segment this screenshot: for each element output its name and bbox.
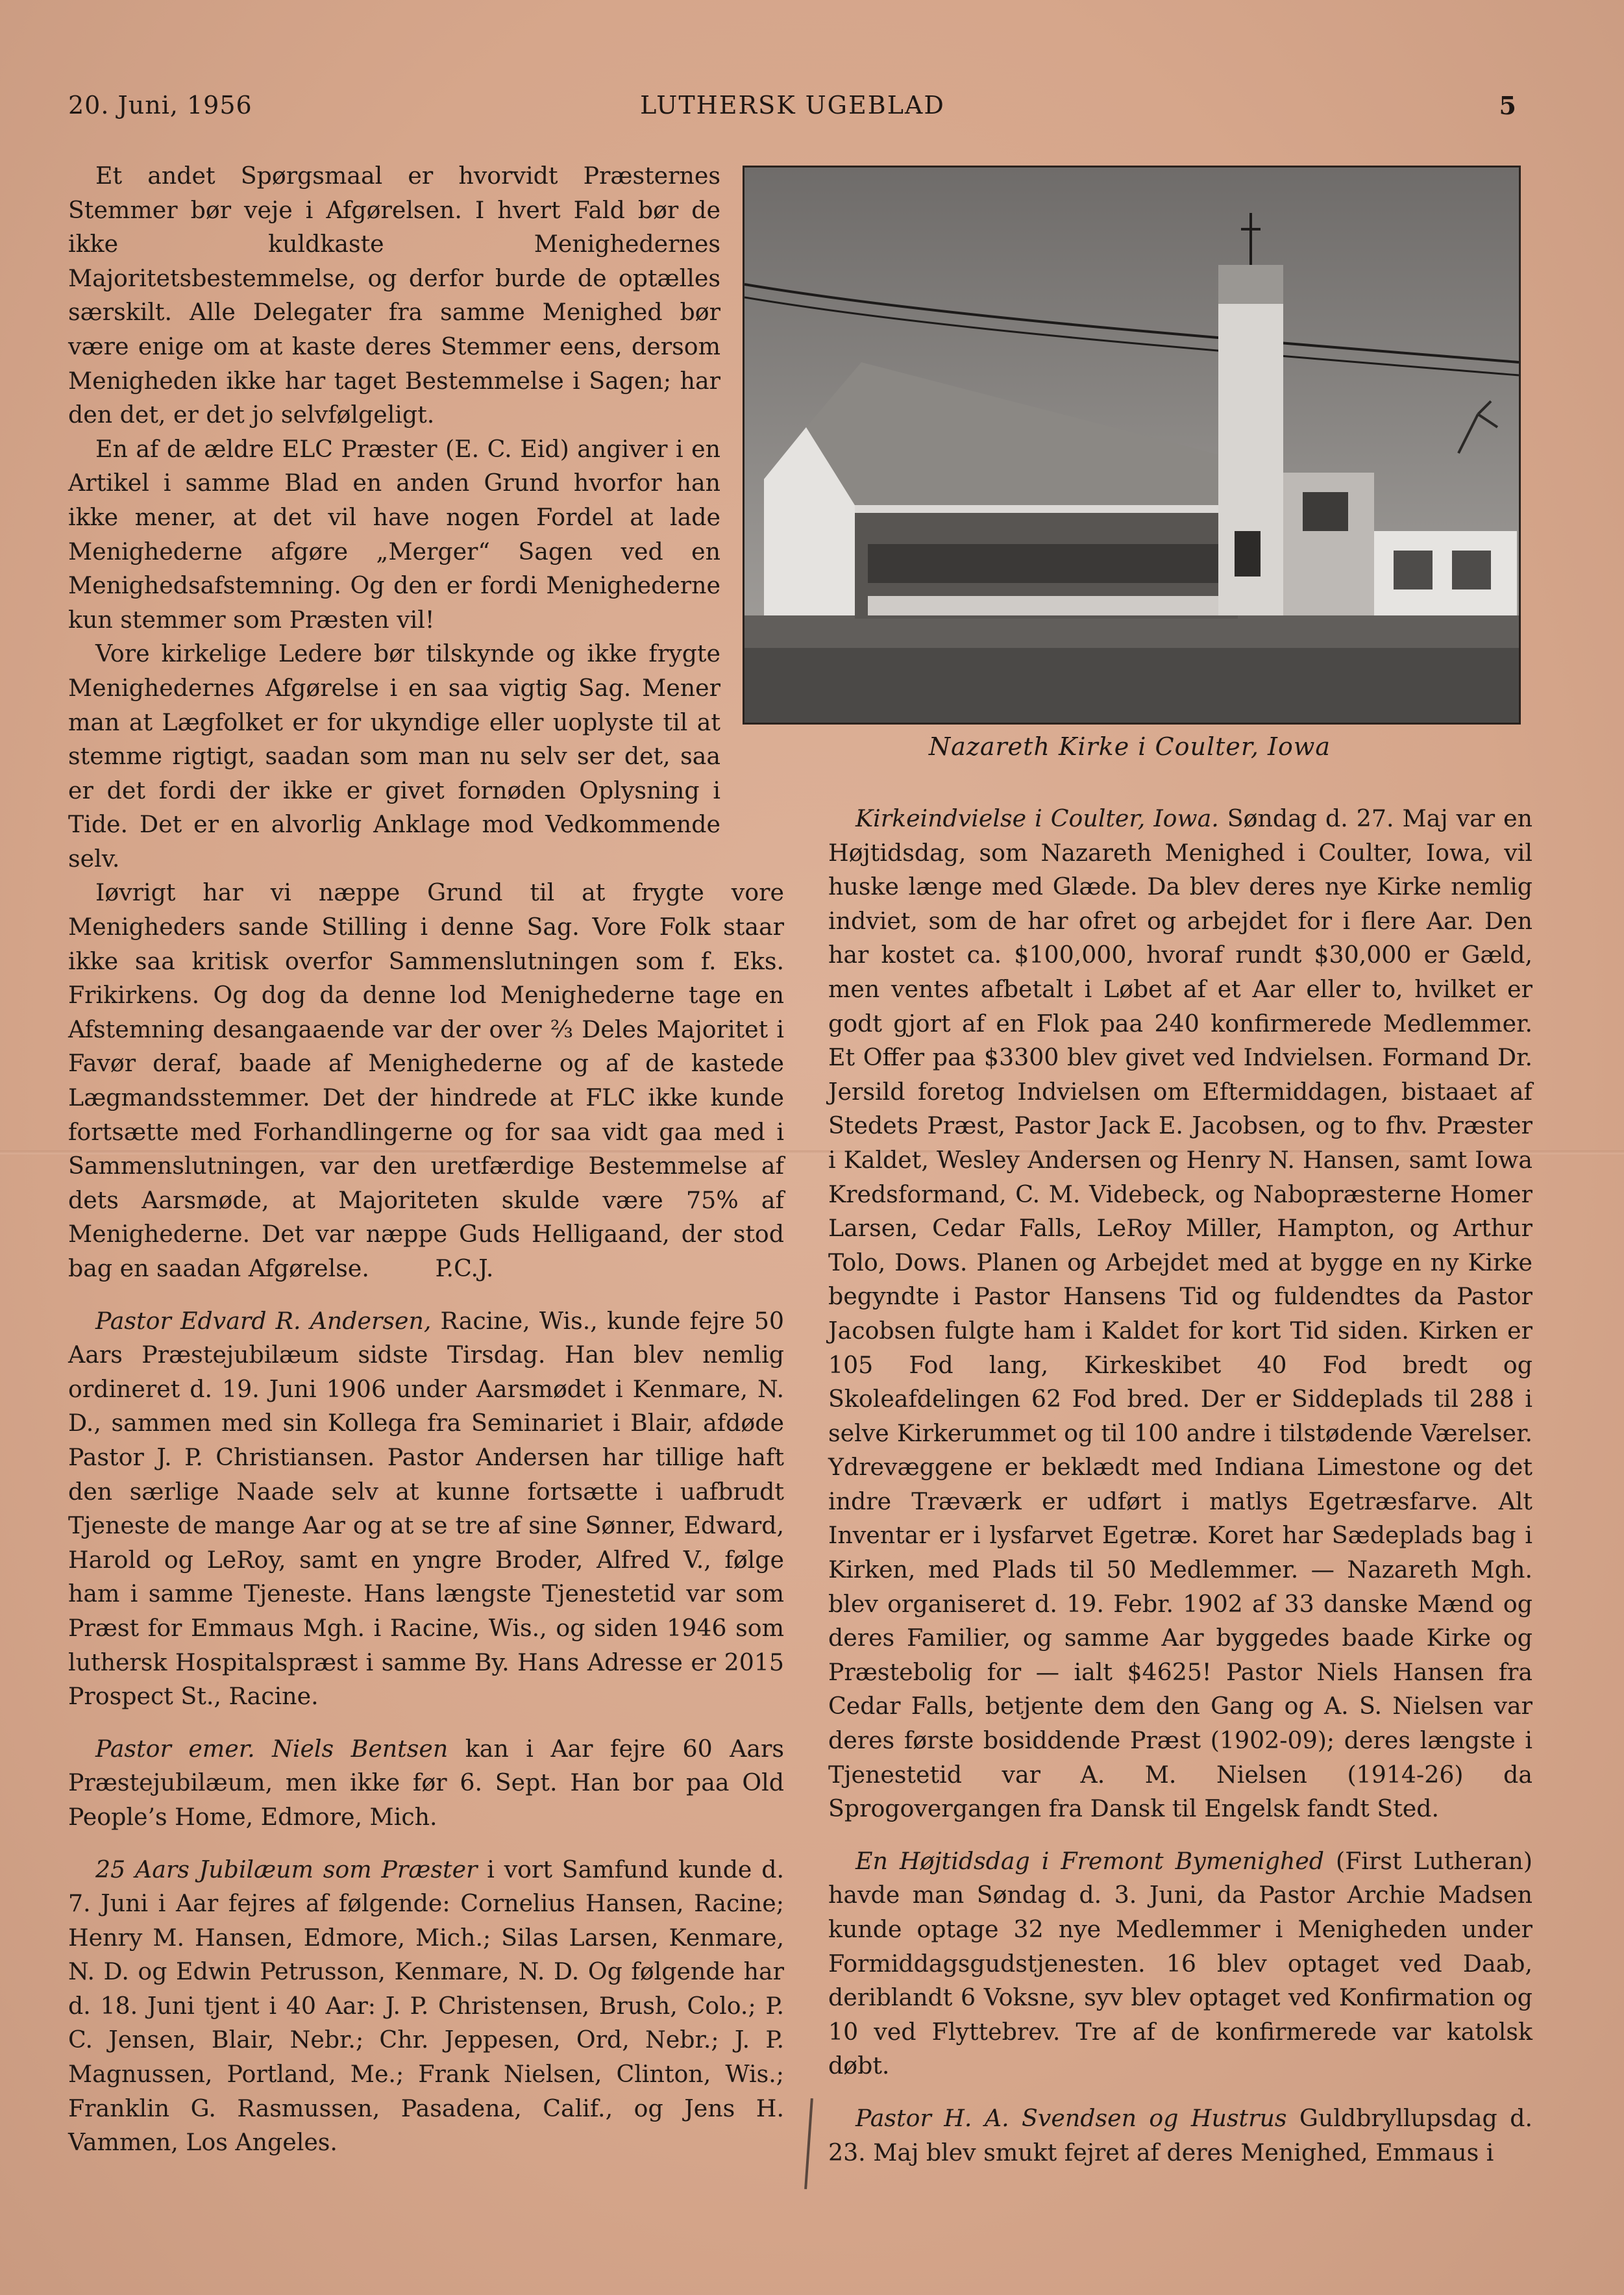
paragraph xyxy=(68,1304,784,1714)
left-column xyxy=(68,159,784,2160)
right-column xyxy=(828,802,1532,2170)
paragraph xyxy=(68,1853,784,2160)
signature: P.C.J. xyxy=(435,1254,494,1282)
church-illustration xyxy=(744,167,1519,723)
paragraph-text: (First Lutheran) havde man Søndag d. 3. Juni, da Pastor Archie Madsen kunde optage 32 nye Medlemmer i Menigheden under Formiddagsgudstjenesten. 16 blev optaget ved Daab, deriblandt 6 Voksne, syv blev optaget ved Konfirmation og 10 ved Flyttebrev. Tre af de konfirmerede var katolsk døbt. xyxy=(828,1846,1533,2080)
paragraph xyxy=(68,876,784,1285)
paragraph-text: i vort Samfund kunde d. 7. Juni i Aar fejres af følgende: Cornelius Hansen, Racine; Henry M. Hansen, Edmore, Mich.; Silas Larsen, Kenmare, N. D. og Edwin Petrusson, Kenmare, N. D. Og følgende har d. 18. Juni tjent i 40 Aar: J. P. Christensen, Brush, Colo.; P. C. Jensen, Blair, Nebr.; Chr. Jeppesen, Ord, Nebr.; J. P. Magnussen, Portland, Me.; Frank Nielsen, Clinton, Wis.; Franklin G. Rasmussen, Pasadena, Calif., og Jens H. Vammen, Los Angeles. xyxy=(68,1855,784,2157)
lead-italic: Pastor Edvard R. Andersen, xyxy=(95,1306,432,1335)
photo-caption: Nazareth Kirke i Coulter, Iowa xyxy=(928,732,1331,761)
page-number: 5 xyxy=(1499,91,1517,120)
paragraph: En af de ældre ELC Præster (E. C. Eid) angiver i en Artikel i samme Blad en anden Grund hvorfor han ikke mener, at det vil have nogen Fordel at lade Menighederne afgøre „Merger“ Sagen ved en Menighedsafstemning. Og den er fordi Menighederne kun stemmer som Præsten vil! xyxy=(68,434,720,634)
paragraph-text: kan i Aar fejre 60 Aars Præstejubilæum, men ikke før 6. Sept. Han bor paa Old People’s Home, Edmore, Mich. xyxy=(68,1734,784,1831)
lead-italic: Pastor H. A. Svendsen og Hustrus xyxy=(855,2103,1287,2132)
text-beside-photo xyxy=(68,159,720,876)
paragraph-text: Iøvrigt har vi næppe Grund til at frygte vore Menigheders sande Stilling i denne Sag. Vore Folk staar ikke saa kritisk overfor Sammenslutningen som f. Eks. Frikirkens. Og dog da denne lod Menighederne tage en Afstemning desangaaende var der over ⅔ Deles Majoritet i Favør deraf, baade af Menighederne og af de kastede Lægmandsstemmer. Det der hindrede at FLC ikke kunde fortsætte med Forhandlingerne og for saa vidt gaa med i Sammenslutningen, var den uretfærdige Bestemmelse af dets Aarsmøde, at Majoriteten skulde være 75% af Menighederne. Det var næppe Guds Helligaand, der stod bag en saadan Afgørelse. xyxy=(68,878,784,1282)
church-photo xyxy=(743,166,1521,725)
lead-italic: En Højtidsdag i Fremont Bymenighed xyxy=(855,1846,1325,1875)
paragraph xyxy=(828,2102,1532,2170)
paragraph-text: Guldbryllupsdag d. 23. Maj blev smukt fejret af deres Menighed, Emmaus i xyxy=(828,2103,1532,2166)
paragraph xyxy=(68,1732,784,1835)
paragraph: Et andet Spørgsmaal er hvorvidt Præsternes Stemmer bør veje i Afgørelsen. I hvert Fald bør de ikke kuldkaste Menighedernes Majoritetsbestemmelse, og derfor burde de optælles særskilt. Alle Delegater fra samme Menighed bør være enige om at kaste deres Stemmer eens, dersom Menigheden ikke har taget Bestemmelse i Sagen; har den det, er det jo selvfølgeligt. xyxy=(68,162,720,429)
lead-italic: 25 Aars Jubilæum som Præster xyxy=(95,1855,478,1883)
issue-date: 20. Juni, 1956 xyxy=(68,91,252,119)
lead-italic: Kirkeindvielse i Coulter, Iowa. xyxy=(855,804,1219,832)
publication-title: LUTHERSK UGEBLAD xyxy=(640,91,945,119)
paragraph-text: Søndag d. 27. Maj var en Højtidsdag, som Nazareth Menighed i Coulter, Iowa, vil huske længe med Glæde. Da blev deres nye Kirke nemlig indviet, som de har ofret og arbejdet for i flere Aar. Den har kostet ca. $100,000, hvoraf rundt $30,000 er Gæld, men ventes afbetalt i Løbet af et Aar eller to, hvilket er godt gjort af en Flok paa 240 konfirmerede Medlemmer. Et Offer paa $3300 blev givet ved Indvielsen. Formand Dr. Jersild foretog Indvielsen om Eftermiddagen, bistaaet af Stedets Præst, Pastor Jack E. Jacobsen, og to fhv. Præster i Kaldet, Wesley Andersen og Henry N. Hansen, samt Iowa Kredsformand, C. M. Videbeck, og Nabopræsterne Homer Larsen, Cedar Falls, LeRoy Miller, Hampton, og Arthur Tolo, Dows. Planen og Arbejdet med at bygge en ny Kirke begyndte i Pastor Hansens Tid og fuldendtes da Pastor Jacobsen fulgte ham i Kaldet for kort Tid siden. Kirken er 105 Fod lang, Kirkeskibet 40 Fod bredt og Skoleafdelingen 62 Fod bred. Der er Siddeplads til 288 i selve Kirkerummet og til 100 andre i tilstødende Værelser. Ydrevæggene er beklædt med Indiana Limestone og det indre Træværk er udført i matlys Egetræsfarve. Alt Inventar er i lysfarvet Egetræ. Koret har Sædeplads bag i Kirken, med Plads til 50 Medlemmer. — Nazareth Mgh. blev organiseret d. 19. Febr. 1902 af 33 danske Mænd og deres Familier, og samme Aar byggedes baade Kirke og Præstebolig for — ialt $4625! Pastor Niels Hansen fra Cedar Falls, betjente dem den Gang og A. S. Nielsen var deres første bosiddende Præst (1902-09); deres længste i Tjenestetid var A. M. Nielsen (1914-26) da Sprogovergangen fra Dansk til Engelsk fandt Sted. xyxy=(828,804,1532,1823)
paragraph-text: Racine, Wis., kunde fejre 50 Aars Præstejubilæum sidste Tirsdag. Han blev nemlig ordineret d. 19. Juni 1906 under Aarsmødet i Kenmare, N. D., sammen med sin Kollega fra Seminariet i Blair, afdøde Pastor J. P. Christiansen. Pastor Andersen har tillige haft den særlige Naade selv at kunne fortsætte i uafbrudt Tjeneste de mange Aar og at se tre af sine Sønner, Edward, Harold og LeRoy, samt en yngre Broder, Alfred V., følge ham i samme Tjeneste. Hans længste Tjenestetid var som Præst for Emmaus Mgh. i Racine, Wis., og siden 1946 som luthersk Hospitalspræst i samme By. Hans Adresse er 2015 Prospect St., Racine. xyxy=(68,1306,785,1711)
page-header xyxy=(68,91,1517,130)
paragraph xyxy=(828,802,1532,1826)
paragraph xyxy=(828,1844,1532,2083)
lead-italic: Pastor emer. Niels Bentsen xyxy=(95,1734,449,1763)
paragraph: Vore kirkelige Ledere bør tilskynde og ikke frygte Menighedernes Afgørelse i en saa vigtig Sag. Mener man at Lægfolket er for ukyndige eller uoplyste til at stemme rigtigt, saadan som man nu selv ser det, saa er det fordi der ikke er givet fornøden Oplysning i Tide. Det er en alvorlig Anklage mod Vedkommende selv. xyxy=(68,639,720,873)
